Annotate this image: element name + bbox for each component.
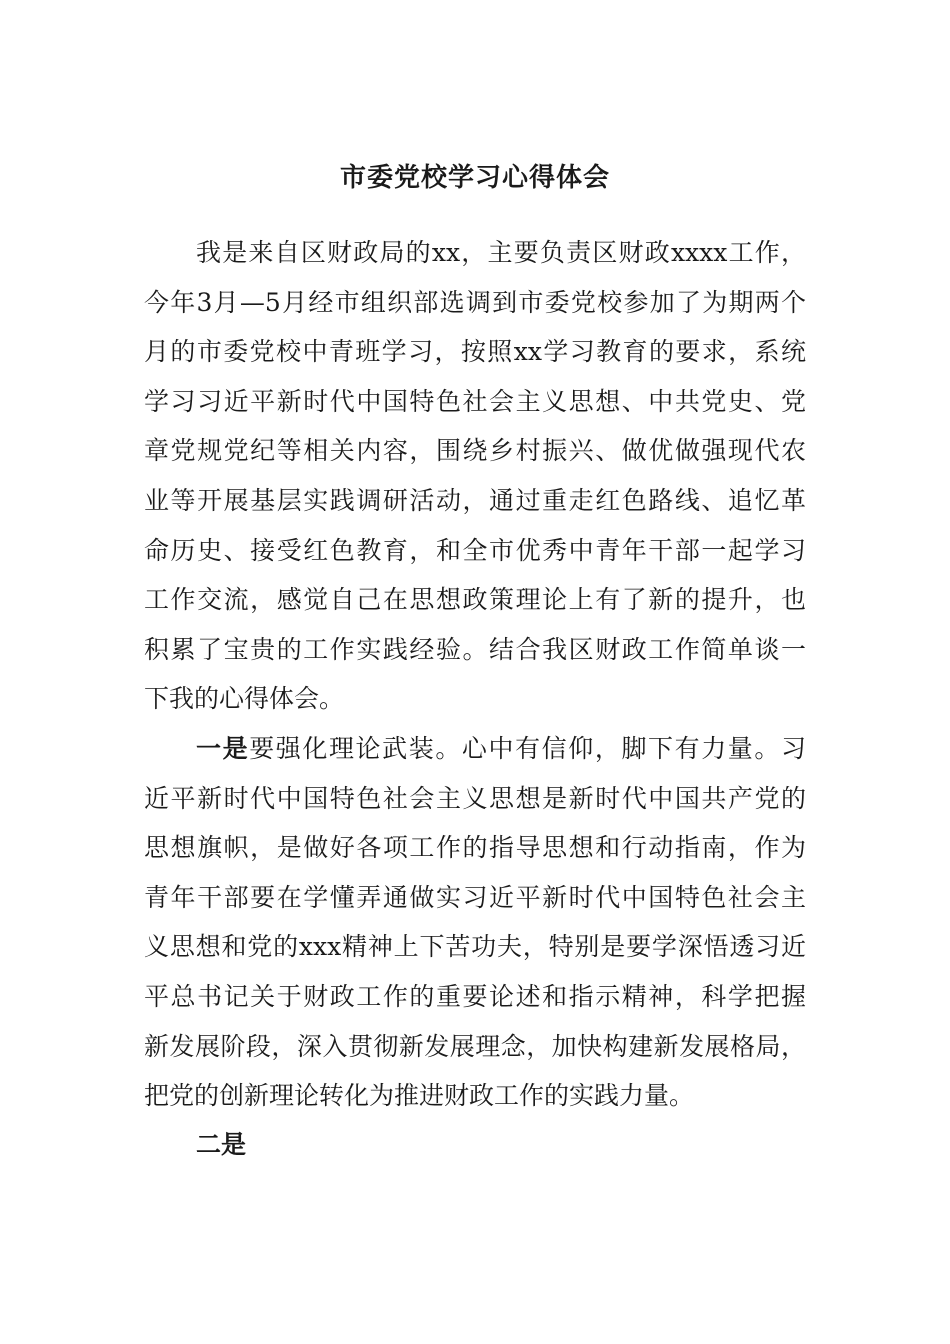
text-line: 青年干部要在学懂弄通做实习近平新时代中国特色社会主 [144, 882, 806, 912]
text-line: 思想旗帜，是做好各项工作的指导思想和行动指南，作为 [144, 833, 806, 863]
point-lead: 一是 [196, 734, 250, 763]
text-line: 新发展阶段，深入贯彻新发展理念，加快构建新发展格局， [144, 1031, 806, 1061]
text-line [144, 1120, 806, 1170]
point-lead: 二是 [196, 1130, 247, 1159]
text-line: 学习习近平新时代中国特色社会主义思想、中共党史、党 [144, 386, 806, 416]
text-line: 近平新时代中国特色社会主义思想是新时代中国共产党的 [144, 783, 806, 813]
text-fragment: 要强化理论武装。心中有信仰，脚下有力量。习 [249, 734, 806, 763]
text-line: 业等开展基层实践调研活动，通过重走红色路线、追忆革 [144, 485, 806, 515]
paragraph-point-one [144, 724, 806, 1121]
text-line: 工作交流，感觉自己在思想政策理论上有了新的提升，也 [144, 585, 806, 615]
text-line: 我是来自区财政局的xx，主要负责区财政xxxx工作， [196, 238, 806, 267]
paragraph-intro [144, 228, 806, 724]
text-line: 命历史、接受红色教育，和全市优秀中青年干部一起学习 [144, 535, 806, 565]
document-title: 市委党校学习心得体会 [339, 163, 610, 193]
text-line: 下我的心得体会。 [144, 684, 345, 714]
text-line: 平总书记关于财政工作的重要论述和指示精神，科学把握 [144, 981, 806, 1011]
text-line: 月的市委党校中青班学习，按照xx学习教育的要求，系统 [144, 337, 806, 367]
text-line: 积累了宝贵的工作实践经验。结合我区财政工作简单谈一 [144, 634, 806, 664]
paragraph-point-two [144, 1120, 806, 1170]
text-line: 把党的创新理论转化为推进财政工作的实践力量。 [144, 1081, 695, 1111]
text-line: 今年3月—5月经市组织部选调到市委党校参加了为期两个 [144, 287, 806, 317]
text-line [144, 724, 806, 774]
text-line: 义思想和党的xxx精神上下苦功夫，特别是要学深悟透习近 [144, 932, 806, 962]
text-line: 章党规党纪等相关内容，围绕乡村振兴、做优做强现代农 [144, 436, 806, 466]
